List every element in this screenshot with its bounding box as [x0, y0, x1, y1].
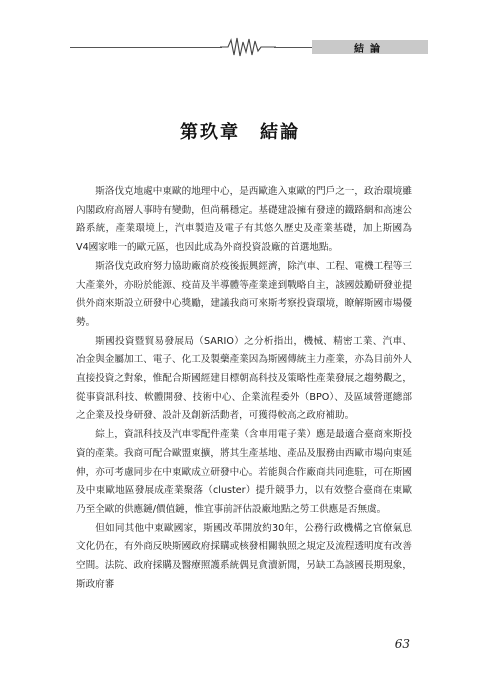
- chapter-title: 第玖章 結論: [180, 122, 300, 143]
- section-label: 結論: [312, 40, 428, 54]
- page-number: 63: [394, 637, 410, 651]
- running-header: [0, 0, 480, 60]
- paragraph: 綜上，資訊科技及汽車零配件產業（含車用電子業）應是最適合臺商來斯投資的產業。我商可配合歐盟東擴，將其生產基地、產品及服務由西歐市場向東延伸，亦可考慮同步在中東歐成立研發中心。若能與合作廠商共同進駐，可在斯國及中東歐地區發展成產業聚落（cluster）提升競爭力，以有效整合臺商在東歐乃至全歐的供應鏈/價值鏈，惟宜事前評估設廠地點之勞工供應是否無虞。: [76, 429, 412, 515]
- paragraph: 斯洛伐克政府努力協助廠商於疫後振興經濟，除汽車、工程、電機工程等三大產業外，亦盼於能源、疫苗及半導體等產業達到戰略自主，該國鼓勵研發並提供外商來斯設立研發中心獎勵，建議我商可來斯考察投資環境，瞭解斯國市場優勢。: [76, 260, 412, 328]
- paragraph: 斯洛伐克地處中東歐的地理中心，是西歐進入東歐的門戶之一，政治環境雖內閣政府高層人事時有變動，但尚稱穩定。基礎建設擁有發達的鐵路網和高速公路系統，產業環境上，汽車製造及電子有其悠久歷史及產業基礎，加上斯國為V4國家唯一的歐元區，也因此成為外商投資設廠的首選地點。: [76, 186, 412, 254]
- header-rule-right: [274, 47, 312, 48]
- paragraph: 但如同其他中東歐國家，斯國改革開放約30年，公務行政機構之官僚氣息文化仍在，有外商反映斯國政府採購或核發相關執照之規定及流程透明度有改善空間。法院、政府採購及醫療照護系統偶見貪瀆新聞，另缺工為該國長期現象，斯政府審: [76, 522, 412, 590]
- paragraph: 斯國投資暨貿易發展局（SARIO）之分析指出，機械、精密工業、汽車、冶金與金屬加工、電子、化工及製藥產業因為斯國傳統主力產業，亦為目前外人直接投資之對象，惟配合斯國經建目標朝高科技及策略性產業發展之趨勢觀之，從事資訊科技、軟體開發、技術中心、企業流程委外（BPO）、及區域營運總部之企業及投身研發、設計及創新活動者，可獲得較高之政府補助。: [76, 335, 412, 422]
- header-rule-left: [70, 47, 222, 48]
- heartbeat-wave-icon: [220, 36, 276, 58]
- body-text: [76, 183, 412, 594]
